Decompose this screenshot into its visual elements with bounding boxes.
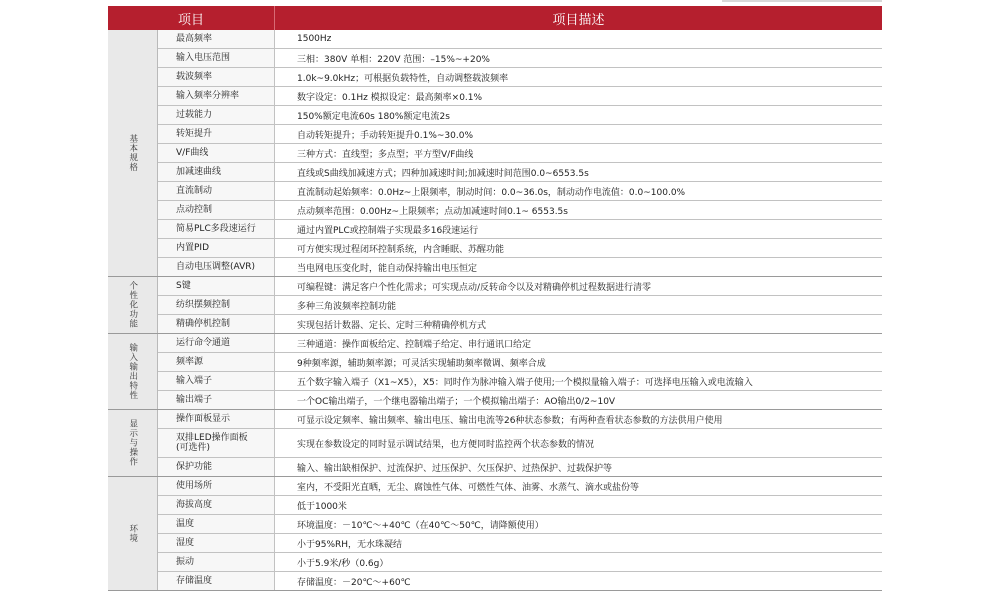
item-name: 过载能力 [158, 106, 275, 124]
group-label: 个性化功能 [127, 281, 138, 329]
table-row [158, 496, 882, 515]
table-row [158, 515, 882, 534]
group-label: 基本规格 [127, 134, 138, 172]
item-name: V/F曲线 [158, 144, 275, 162]
item-description: 室内，不受阳光直晒，无尘、腐蚀性气体、可燃性气体、油雾、水蒸气、滴水或盐份等 [297, 482, 640, 493]
group-rows [158, 477, 882, 590]
group-rows [158, 334, 882, 409]
table-row [158, 68, 882, 87]
item-name: 点动控制 [158, 201, 275, 219]
item-description: 小于95%RH，无水珠凝结 [297, 539, 403, 550]
group-label: 环境 [127, 524, 138, 543]
item-name: 使用场所 [158, 477, 275, 495]
table-row [158, 49, 882, 68]
group-label-cell [108, 30, 158, 276]
table-row [158, 182, 882, 201]
table-row [158, 106, 882, 125]
item-name: 内置PID [158, 239, 275, 257]
item-name: 存储温度 [158, 572, 275, 590]
group-label-cell [108, 277, 158, 333]
table-row [158, 458, 882, 476]
item-name: 输入频率分辨率 [158, 87, 275, 105]
table-row [158, 296, 882, 315]
group-label-cell [108, 334, 158, 409]
item-name: 振动 [158, 553, 275, 571]
item-name: 湿度 [158, 534, 275, 552]
table-row [158, 30, 882, 49]
item-name: 输入电压范围 [158, 49, 275, 67]
table-header [108, 6, 882, 30]
item-description: 环境温度：－10℃～+40℃（在40℃～50℃，请降额使用） [297, 520, 544, 531]
table-row [158, 410, 882, 429]
item-description: 当电网电压变化时，能自动保持输出电压恒定 [297, 263, 478, 274]
item-description: 自动转矩提升；手动转矩提升0.1%~30.0% [297, 130, 473, 141]
spec-group [108, 277, 882, 334]
header-item: 项目 [108, 6, 275, 30]
item-description: 1500Hz [297, 34, 332, 44]
item-name: 操作面板显示 [158, 410, 275, 428]
item-description: 可编程键：满足客户个性化需求；可实现点动/反转命令以及对精确停机过程数据进行清零 [297, 282, 652, 293]
table-row [158, 391, 882, 409]
item-description: 小于5.9米/秒（0.6g） [297, 558, 389, 569]
item-name: 转矩提升 [158, 125, 275, 143]
table-body [108, 30, 882, 591]
item-description: 多种三角波频率控制功能 [297, 301, 397, 312]
table-row [158, 220, 882, 239]
item-description: 低于1000米 [297, 501, 347, 512]
spec-group [108, 410, 882, 477]
item-description: 输入、输出缺相保护、过流保护、过压保护、欠压保护、过热保护、过载保护等 [297, 463, 613, 474]
item-name: 最高频率 [158, 30, 275, 48]
header-description: 项目描述 [552, 12, 605, 28]
item-name: 纺织摆频控制 [158, 296, 275, 314]
item-name: 双排LED操作面板 (可选件) [158, 429, 275, 457]
group-label-cell [108, 410, 158, 476]
table-row [158, 572, 882, 590]
table-row [158, 553, 882, 572]
item-name: 频率源 [158, 353, 275, 371]
table-row [158, 353, 882, 372]
item-name: 直流制动 [158, 182, 275, 200]
item-name: 精确停机控制 [158, 315, 275, 333]
item-name: 运行命令通道 [158, 334, 275, 352]
item-name: 加减速曲线 [158, 163, 275, 181]
group-label-cell [108, 477, 158, 590]
item-name: 简易PLC多段速运行 [158, 220, 275, 238]
table-row [158, 87, 882, 106]
item-description: 可方便实现过程闭环控制系统，内含睡眠、苏醒功能 [297, 244, 505, 255]
item-description: 实现在参数设定的同时显示调试结果，也方便同时监控两个状态参数的情况 [297, 439, 595, 450]
spec-group [108, 334, 882, 410]
item-description: 9种频率源，辅助频率源；可灵活实现辅助频率微调、频率合成 [297, 358, 546, 369]
item-name: 载波频率 [158, 68, 275, 86]
spec-group [108, 30, 882, 277]
spec-group [108, 477, 882, 591]
item-description: 实现包括计数器、定长、定时三种精确停机方式 [297, 320, 487, 331]
table-row [158, 258, 882, 276]
table-row [158, 239, 882, 258]
group-rows [158, 410, 882, 476]
table-row [158, 201, 882, 220]
item-name: 输出端子 [158, 391, 275, 409]
item-description: 三相：380V 单相：220V 范围：–15%~+20% [297, 54, 490, 65]
item-description: 数字设定：0.1Hz 模拟设定：最高频率×0.1% [297, 92, 483, 103]
item-name: S键 [158, 277, 275, 295]
top-divider-line [722, 0, 882, 2]
item-description: 1.0k~9.0kHz；可根据负载特性，自动调整载波频率 [297, 73, 509, 84]
table-row [158, 477, 882, 496]
table-row [158, 163, 882, 182]
table-row [158, 277, 882, 296]
item-description: 点动频率范围：0.00Hz~上限频率；点动加减速时间0.1~ 6553.5s [297, 206, 568, 217]
item-description: 可显示设定频率、输出频率、输出电压、输出电流等26种状态参数；有两种查看状态参数的方法供用户使用 [297, 415, 723, 426]
item-name: 海拔高度 [158, 496, 275, 514]
table-row [158, 429, 882, 458]
group-label: 显示与操作 [127, 419, 138, 467]
item-description: 三种通道：操作面板给定、控制端子给定、串行通讯口给定 [297, 339, 532, 350]
spec-table [108, 6, 882, 591]
item-description: 通过内置PLC或控制端子实现最多16段速运行 [297, 225, 479, 236]
item-description: 三种方式：直线型；多点型；平方型V/F曲线 [297, 149, 474, 160]
group-label: 输入输出特性 [127, 343, 138, 400]
table-row [158, 334, 882, 353]
item-name: 自动电压调整(AVR) [158, 258, 275, 276]
table-row [158, 144, 882, 163]
item-name: 温度 [158, 515, 275, 533]
item-name: 保护功能 [158, 458, 275, 476]
table-row [158, 372, 882, 391]
item-description: 直线或S曲线加减速方式；四种加减速时间;加减速时间范围0.0~6553.5s [297, 168, 589, 179]
table-row [158, 315, 882, 333]
item-description: 存储温度：－20℃～+60℃ [297, 577, 411, 588]
item-description: 150%额定电流60s 180%额定电流2s [297, 111, 450, 122]
item-description: 一个OC输出端子，一个继电器输出端子；一个模拟输出端子：AO输出0/2~10V [297, 396, 616, 407]
table-row [158, 534, 882, 553]
group-rows [158, 30, 882, 276]
item-description: 直流制动起始频率：0.0Hz~上限频率，制动时间：0.0~36.0s，制动动作电流值：0.0~100.0% [297, 187, 686, 198]
table-row [158, 125, 882, 144]
item-name: 输入端子 [158, 372, 275, 390]
item-description: 五个数字输入端子（X1~X5），X5：同时作为脉冲输入端子使用;一个模拟量输入端子：可选择电压输入或电流输入 [297, 377, 753, 388]
group-rows [158, 277, 882, 333]
